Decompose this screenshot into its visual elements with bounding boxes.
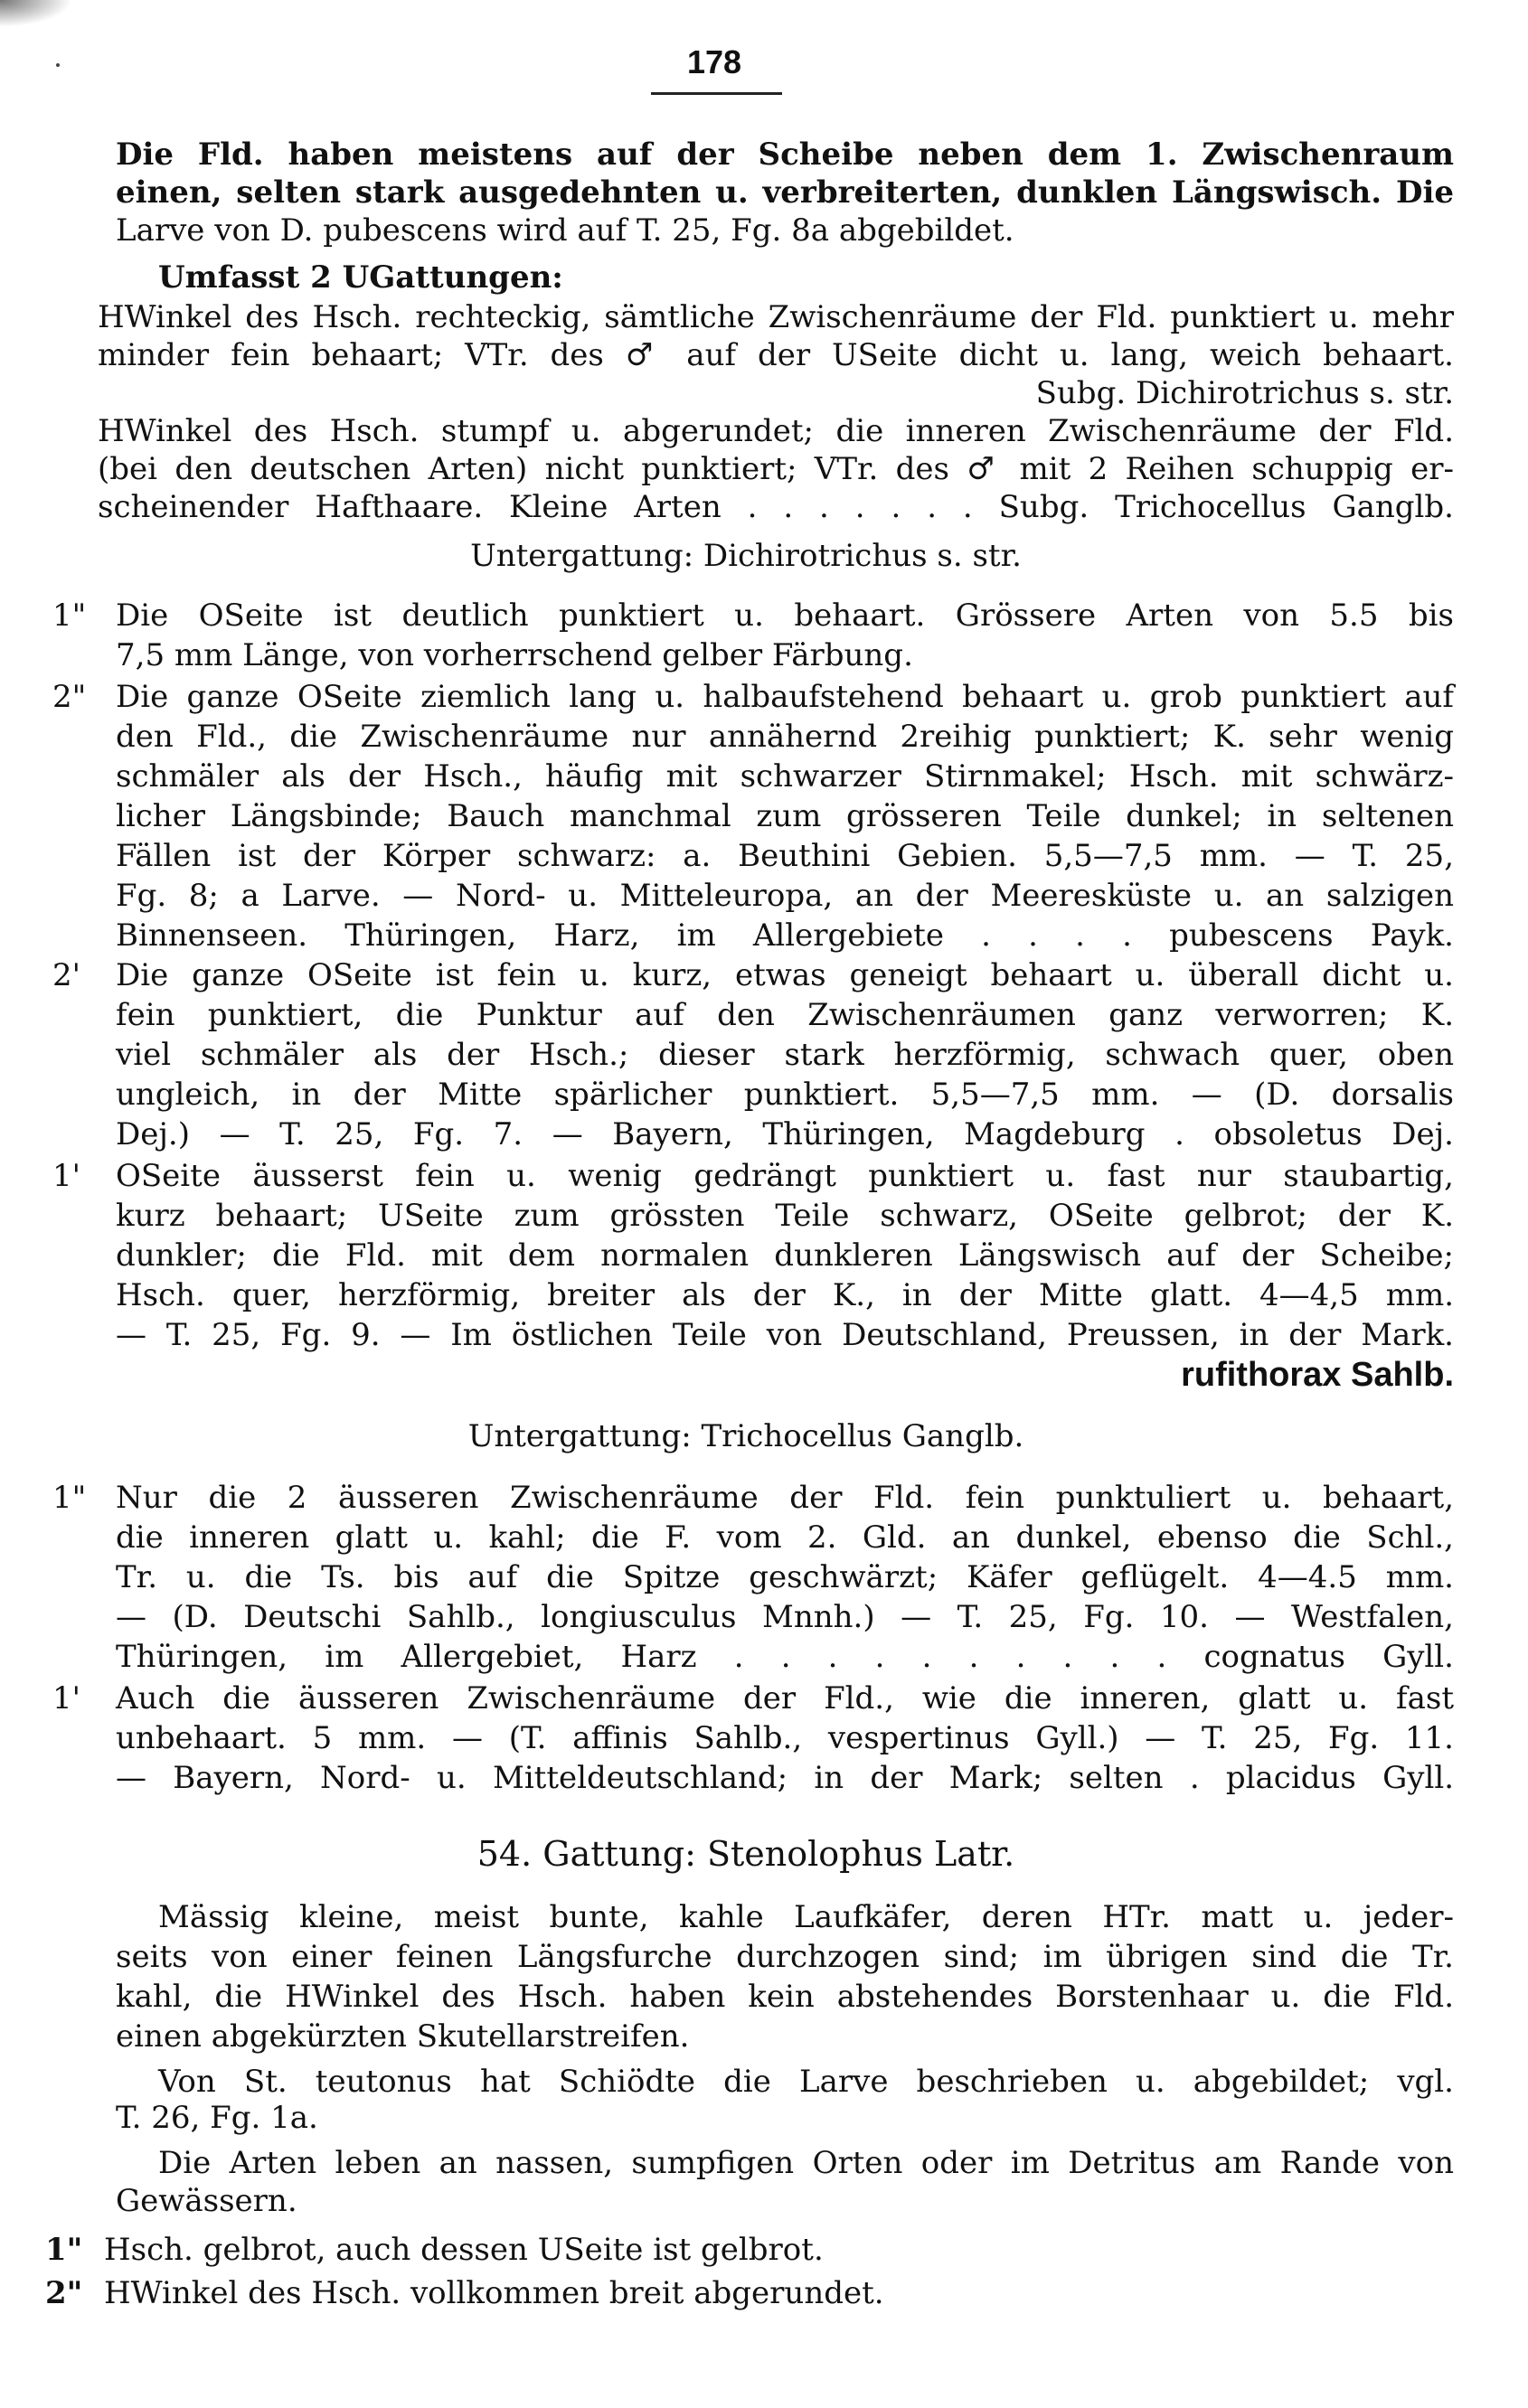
couplet-label: 1': [52, 1158, 80, 1194]
text-line: Die Fld. haben meistens auf der Scheibe neben dem 1. Zwischenraum: [116, 136, 1454, 173]
text-line: Subg. Dichirotrichus s. str.: [1035, 375, 1454, 411]
text-line: kahl, die HWinkel des Hsch. haben kein abstehendes Borstenhaar u. die Fld.: [116, 1979, 1454, 2015]
text-line: Die Arten leben an nassen, sumpfigen Orten oder im Detritus am Rande von: [158, 2145, 1454, 2181]
text-line: Tr. u. die Ts. bis auf die Spitze geschwärzt; Käfer geflügelt. 4—4.5 mm.: [116, 1559, 1454, 1595]
couplet-label: 2': [52, 957, 80, 993]
text-line: Thüringen, im Allergebiet, Harz . . . . . . . . . . cognatus Gyll.: [116, 1639, 1454, 1675]
text-line: HWinkel des Hsch. rechteckig, sämtliche Zwischenräume der Fld. punktiert u. mehr: [98, 299, 1454, 335]
text-line: Auch die äusseren Zwischenräume der Fld., wie die inneren, glatt u. fast: [116, 1680, 1454, 1717]
section-heading: Untergattung: Dichirotrichus s. str.: [470, 538, 1022, 574]
section-heading: Untergattung: Trichocellus Ganglb.: [467, 1418, 1024, 1454]
text-line: licher Längsbinde; Bauch manchmal zum grösseren Teile dunkel; in seltenen: [116, 798, 1454, 834]
page-number: 178: [686, 43, 742, 80]
text-line: OSeite äusserst fein u. wenig gedrängt punktiert u. fast nur staubartig,: [116, 1158, 1454, 1194]
text-line: Fällen ist der Körper schwarz: a. Beuthini Gebien. 5,5—7,5 mm. — T. 25,: [116, 838, 1454, 874]
text-line: fein punktiert, die Punktur auf den Zwischenräumen ganz verworren; K.: [116, 997, 1454, 1033]
couplet-label: 1": [45, 2232, 83, 2268]
text-line: Die ganze OSeite ist fein u. kurz, etwas geneigt behaart u. überall dicht u.: [116, 957, 1454, 993]
text-line: (bei den deutschen Arten) nicht punktiert; VTr. des ♂ mit 2 Reihen schuppig er-: [98, 451, 1454, 487]
couplet-label: 1": [52, 1480, 87, 1516]
text-line: schmäler als der Hsch., häufig mit schwarzer Stirnmakel; Hsch. mit schwärz-: [116, 758, 1454, 795]
page-number-rule: [651, 92, 782, 95]
text-line: viel schmäler als der Hsch.; dieser stark herzförmig, schwach quer, oben: [116, 1037, 1454, 1073]
text-line: dunkler; die Fld. mit dem normalen dunkleren Längswisch auf der Scheibe;: [116, 1237, 1454, 1274]
text-line: die inneren glatt u. kahl; die F. vom 2. Gld. an dunkel, ebenso die Schl.,: [116, 1519, 1454, 1556]
scan-speck: [56, 63, 60, 67]
text-line: unbehaart. 5 mm. — (T. affinis Sahlb., vespertinus Gyll.) — T. 25, Fg. 11.: [116, 1720, 1454, 1756]
species-name: rufithorax Sahlb.: [1181, 1356, 1454, 1394]
text-line: Gewässern.: [116, 2183, 297, 2219]
text-line: den Fld., die Zwischenräume nur annähernd 2reihig punktiert; K. sehr wenig: [116, 719, 1454, 755]
text-line: Mässig kleine, meist bunte, kahle Laufkäfer, deren HTr. matt u. jeder-: [158, 1899, 1454, 1935]
text-line: 7,5 mm Länge, von vorherrschend gelber Färbung.: [116, 637, 913, 673]
text-line: Die ganze OSeite ziemlich lang u. halbaufstehend behaart u. grob punktiert auf: [116, 679, 1454, 715]
text-line: HWinkel des Hsch. stumpf u. abgerundet; die inneren Zwischenräume der Fld.: [98, 413, 1454, 449]
text-line: kurz behaart; USeite zum grössten Teile schwarz, OSeite gelbrot; der K.: [116, 1198, 1454, 1234]
text-line: Von St. teutonus hat Schiödte die Larve beschrieben u. abgebildet; vgl.: [158, 2064, 1454, 2100]
text-line: Die OSeite ist deutlich punktiert u. behaart. Grössere Arten von 5.5 bis: [116, 597, 1454, 634]
text-line: Hsch. quer, herzförmig, breiter als der K., in der Mitte glatt. 4—4,5 mm.: [116, 1277, 1454, 1313]
text-line: Umfasst 2 UGattungen:: [158, 259, 563, 296]
text-line: einen abgekürzten Skutellarstreifen.: [116, 2018, 690, 2055]
text-line: — Bayern, Nord- u. Mitteldeutschland; in der Mark; selten . placidus Gyll.: [116, 1760, 1454, 1796]
couplet-label: 2": [45, 2275, 83, 2311]
text-line: Dej.) — T. 25, Fg. 7. — Bayern, Thüringen, Magdeburg . obsoletus Dej.: [116, 1116, 1454, 1152]
text-line: seits von einer feinen Längsfurche durchzogen sind; im übrigen sind die Tr.: [116, 1939, 1454, 1975]
couplet-label: 2": [52, 679, 87, 715]
text-line: Fg. 8; a Larve. — Nord- u. Mitteleuropa, an der Meeresküste u. an salzigen: [116, 878, 1454, 914]
text-line: Binnenseen. Thüringen, Harz, im Allergebiete . . . . pubescens Payk.: [116, 917, 1454, 954]
couplet-label: 1": [52, 597, 87, 634]
text-line: einen, selten stark ausgedehnten u. verbreiterten, dunklen Längswisch. Die: [116, 174, 1454, 211]
text-line: ungleich, in der Mitte spärlicher punktiert. 5,5—7,5 mm. — (D. dorsalis: [116, 1077, 1454, 1113]
text-line: T. 26, Fg. 1a.: [116, 2100, 318, 2136]
text-line: Larve von D. pubescens wird auf T. 25, Fg. 8a abgebildet.: [116, 212, 1014, 249]
text-line: Nur die 2 äusseren Zwischenräume der Fld. fein punktuliert u. behaart,: [116, 1480, 1454, 1516]
text-line: scheinender Hafthaare. Kleine Arten . . . . . . . Subg. Trichocellus Ganglb.: [98, 489, 1454, 525]
text-line: minder fein behaart; VTr. des ♂ auf der USeite dicht u. lang, weich behaart.: [98, 337, 1454, 373]
genus-heading: 54. Gattung: Stenolophus Latr.: [476, 1834, 1015, 1874]
couplet-label: 1': [52, 1680, 80, 1717]
text-line: HWinkel des Hsch. vollkommen breit abgerundet.: [104, 2275, 884, 2311]
text-line: — T. 25, Fg. 9. — Im östlichen Teile von Deutschland, Preussen, in der Mark.: [116, 1317, 1454, 1353]
text-line: Hsch. gelbrot, auch dessen USeite ist gelbrot.: [104, 2232, 824, 2268]
text-line: — (D. Deutschi Sahlb., longiusculus Mnnh.) — T. 25, Fg. 10. — Westfalen,: [116, 1599, 1454, 1635]
scan-shadow: [0, 0, 72, 27]
